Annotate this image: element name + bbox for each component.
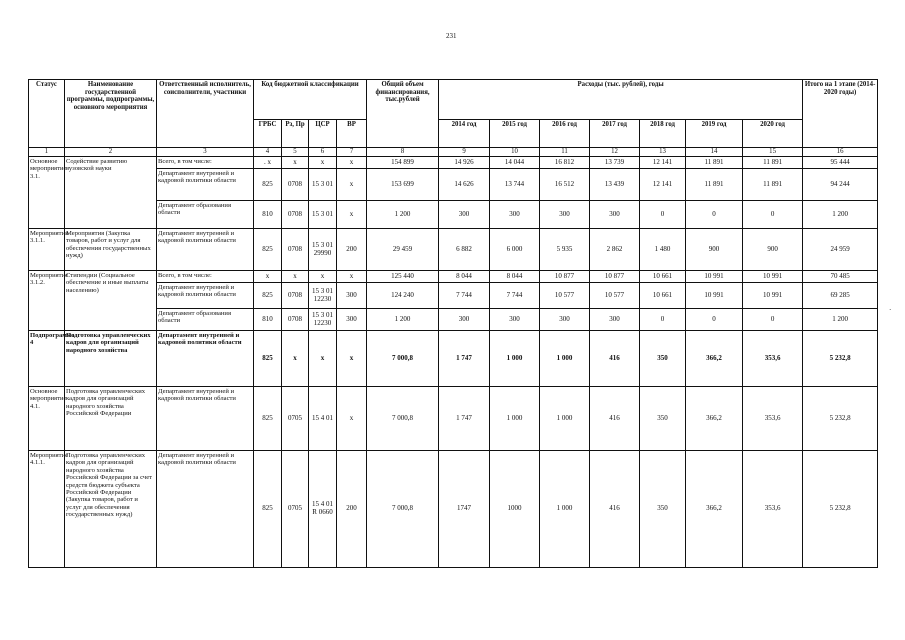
stage-total-cell: 24 959 (803, 229, 878, 271)
header-code-col: Рз, Пр (282, 120, 309, 148)
rzpr-cell: 0705 (282, 387, 309, 451)
year-cell: 16 812 (540, 157, 590, 169)
year-cell: 300 (490, 201, 540, 229)
executor-cell: Департамент внутренней и кадровой политики области (157, 229, 254, 271)
year-cell: 300 (540, 201, 590, 229)
stage-total-cell: 5 232,8 (803, 387, 878, 451)
year-cell: 14 926 (439, 157, 490, 169)
header-name: Наименование государственной программы, подпрограммы, основного мероприятия (65, 80, 157, 148)
year-cell: 900 (743, 229, 803, 271)
grbs-cell: 825 (254, 451, 282, 568)
year-cell: 0 (686, 309, 743, 331)
header-executor: Ответственный исполнитель, соисполнители, участники (157, 80, 254, 148)
header-year: 2017 год (590, 120, 640, 148)
executor-cell: Всего, в том числе: (157, 157, 254, 169)
page-number: 231 (446, 32, 457, 40)
year-cell: 1 000 (540, 387, 590, 451)
grbs-cell: 825 (254, 283, 282, 309)
year-cell: 1 480 (640, 229, 686, 271)
total-cell: 7 000,8 (367, 451, 439, 568)
csr-cell: 15 3 01 29990 (309, 229, 337, 271)
budget-table (28, 79, 878, 568)
year-cell: 14 626 (439, 169, 490, 201)
year-cell: 1 747 (439, 331, 490, 387)
column-number: 7 (337, 148, 367, 157)
year-cell: 10 991 (686, 271, 743, 283)
executor-cell: Департамент внутренней и кадровой политики области (157, 387, 254, 451)
year-cell: 300 (439, 309, 490, 331)
column-number: 5 (282, 148, 309, 157)
table-row (29, 387, 878, 451)
column-number: 14 (686, 148, 743, 157)
csr-cell: x (309, 331, 337, 387)
rzpr-cell: 0708 (282, 229, 309, 271)
table-row (29, 283, 878, 309)
rzpr-cell: x (282, 271, 309, 283)
column-number: 10 (490, 148, 540, 157)
rzpr-cell: x (282, 331, 309, 387)
csr-cell: 15 3 01 (309, 169, 337, 201)
year-cell: 10 577 (540, 283, 590, 309)
year-cell: 1 000 (540, 331, 590, 387)
header-year: 2015 год (490, 120, 540, 148)
column-number: 12 (590, 148, 640, 157)
year-cell: 0 (640, 201, 686, 229)
year-cell: 10 877 (540, 271, 590, 283)
name-cell: Подготовка управленческих кадров для организаций народного хозяйства Российской Федерации (65, 387, 157, 451)
column-number: 11 (540, 148, 590, 157)
year-cell: 10 661 (640, 283, 686, 309)
executor-cell: Департамент образования области (157, 201, 254, 229)
column-number: 6 (309, 148, 337, 157)
rzpr-cell: 0708 (282, 309, 309, 331)
year-cell: 416 (590, 387, 640, 451)
year-cell: 8 044 (439, 271, 490, 283)
grbs-cell: 810 (254, 201, 282, 229)
table-row (29, 201, 878, 229)
year-cell: 350 (640, 331, 686, 387)
year-cell: 16 512 (540, 169, 590, 201)
name-cell: Подготовка управленческих кадров для организаций народного хозяйства Российской Федерации за счет средств бюджета субъекта Российской Федерации (Закупка товаров, работ и услуг для обеспечения государственных нужд) (65, 451, 157, 568)
stage-total-cell: 5 232,8 (803, 331, 878, 387)
year-cell: 5 935 (540, 229, 590, 271)
table-row (29, 157, 878, 169)
rzpr-cell: x (282, 157, 309, 169)
stage-total-cell: 94 244 (803, 169, 878, 201)
stage-total-cell: 5 232,8 (803, 451, 878, 568)
header-budget-code: Код бюджетной классификации (254, 80, 367, 120)
status-cell: Основное мероприятие 3.1. (29, 157, 65, 229)
executor-cell: Департамент внутренней и кадровой политики области (157, 331, 254, 387)
total-cell: 125 440 (367, 271, 439, 283)
status-cell: Основное мероприятие 4.1. (29, 387, 65, 451)
year-cell: 0 (743, 309, 803, 331)
year-cell: 6 882 (439, 229, 490, 271)
year-cell: 366,2 (686, 387, 743, 451)
csr-cell: 15 3 01 12230 (309, 309, 337, 331)
rzpr-cell: 0708 (282, 169, 309, 201)
header-year: 2019 год (686, 120, 743, 148)
status-cell: Мероприятие 3.1.2. (29, 271, 65, 331)
executor-cell: Всего, в том числе: (157, 271, 254, 283)
year-cell: 1 747 (439, 387, 490, 451)
csr-cell: x (309, 157, 337, 169)
year-cell: 6 000 (490, 229, 540, 271)
vr-cell: x (337, 331, 367, 387)
year-cell: 10 991 (743, 283, 803, 309)
header-code-col: ГРБС (254, 120, 282, 148)
year-cell: 2 862 (590, 229, 640, 271)
year-cell: 11 891 (686, 157, 743, 169)
column-number: 4 (254, 148, 282, 157)
header-year: 2014 год (439, 120, 490, 148)
year-cell: 11 891 (686, 169, 743, 201)
year-cell: 300 (439, 201, 490, 229)
total-cell: 7 000,8 (367, 331, 439, 387)
grbs-cell: 825 (254, 169, 282, 201)
executor-cell: Департамент внутренней и кадровой политики области (157, 169, 254, 201)
year-cell: 13 739 (590, 157, 640, 169)
header-code-col: ЦСР (309, 120, 337, 148)
grbs-cell: 825 (254, 387, 282, 451)
stage-total-cell: 1 200 (803, 201, 878, 229)
year-cell: 8 044 (490, 271, 540, 283)
executor-cell: Департамент внутренней и кадровой политики области (157, 283, 254, 309)
year-cell: 10 661 (640, 271, 686, 283)
vr-cell: x (337, 387, 367, 451)
csr-cell: 15 4 01 R 0660 (309, 451, 337, 568)
year-cell: 0 (686, 201, 743, 229)
stage-total-cell: 95 444 (803, 157, 878, 169)
total-cell: 124 240 (367, 283, 439, 309)
csr-cell: 15 3 01 (309, 201, 337, 229)
stage-total-cell: 1 200 (803, 309, 878, 331)
year-cell: 1000 (490, 451, 540, 568)
total-cell: 29 459 (367, 229, 439, 271)
stage-total-cell: 70 485 (803, 271, 878, 283)
table-row (29, 169, 878, 201)
vr-cell: 300 (337, 283, 367, 309)
vr-cell: 300 (337, 309, 367, 331)
year-cell: 11 891 (743, 169, 803, 201)
csr-cell: x (309, 271, 337, 283)
status-cell: Подпрограмма 4 (29, 331, 65, 387)
vr-cell: x (337, 201, 367, 229)
year-cell: 13 439 (590, 169, 640, 201)
year-cell: 300 (540, 309, 590, 331)
executor-cell: Департамент образования области (157, 309, 254, 331)
header-code-col: ВР (337, 120, 367, 148)
header-year: 2020 год (743, 120, 803, 148)
table-row (29, 309, 878, 331)
column-number: 1 (29, 148, 65, 157)
grbs-cell: x (254, 271, 282, 283)
year-cell: 300 (590, 309, 640, 331)
name-cell: Подготовка управленческих кадров для организаций народного хозяйства (65, 331, 157, 387)
column-number: 15 (743, 148, 803, 157)
column-number: 13 (640, 148, 686, 157)
year-cell: 1 000 (490, 387, 540, 451)
year-cell: 416 (590, 331, 640, 387)
status-cell: Мероприятия 3.1.1. (29, 229, 65, 271)
total-cell: 7 000,8 (367, 387, 439, 451)
status-cell: Мероприятие 4.1.1. (29, 451, 65, 568)
year-cell: 1 000 (490, 331, 540, 387)
grbs-cell: . x (254, 157, 282, 169)
year-cell: 1 000 (540, 451, 590, 568)
column-number: 16 (803, 148, 878, 157)
name-cell: Стипендии (Социальное обеспечение и иные выплаты населению) (65, 271, 157, 331)
year-cell: 350 (640, 451, 686, 568)
year-cell: 10 877 (590, 271, 640, 283)
year-cell: 11 891 (743, 157, 803, 169)
header-status: Статус (29, 80, 65, 148)
year-cell: 366,2 (686, 451, 743, 568)
year-cell: 10 577 (590, 283, 640, 309)
year-cell: 13 744 (490, 169, 540, 201)
year-cell: 0 (743, 201, 803, 229)
vr-cell: x (337, 169, 367, 201)
year-cell: 366,2 (686, 331, 743, 387)
column-number: 8 (367, 148, 439, 157)
header-total-volume: Общий объем финансирования, тыс.рублей (367, 80, 439, 148)
year-cell: 12 141 (640, 169, 686, 201)
year-cell: 350 (640, 387, 686, 451)
grbs-cell: 810 (254, 309, 282, 331)
table-row (29, 271, 878, 283)
total-cell: 1 200 (367, 201, 439, 229)
header-stage-total: Итого на 1 этапе (2014-2020 годы) (803, 80, 878, 148)
year-cell: 0 (640, 309, 686, 331)
stage-total-cell: 69 285 (803, 283, 878, 309)
table-row (29, 451, 878, 568)
column-number-row (29, 148, 878, 157)
year-cell: 353,6 (743, 451, 803, 568)
grbs-cell: 825 (254, 331, 282, 387)
header-year: 2016 год (540, 120, 590, 148)
year-cell: 900 (686, 229, 743, 271)
grbs-cell: 825 (254, 229, 282, 271)
total-cell: 1 200 (367, 309, 439, 331)
rzpr-cell: 0708 (282, 201, 309, 229)
year-cell: 353,6 (743, 331, 803, 387)
vr-cell: 200 (337, 229, 367, 271)
year-cell: 300 (590, 201, 640, 229)
name-cell: Мероприятия (Закупка товаров, работ и услуг для обеспечения государственных нужд) (65, 229, 157, 271)
year-cell: 7 744 (439, 283, 490, 309)
table-body (29, 157, 878, 568)
year-cell: 12 141 (640, 157, 686, 169)
header-year: 2018 год (640, 120, 686, 148)
total-cell: 153 699 (367, 169, 439, 201)
vr-cell: x (337, 271, 367, 283)
year-cell: 14 044 (490, 157, 540, 169)
year-cell: 353,6 (743, 387, 803, 451)
year-cell: 300 (490, 309, 540, 331)
column-number: 2 (65, 148, 157, 157)
margin-mark: · (889, 306, 892, 314)
column-number: 9 (439, 148, 490, 157)
column-number: 3 (157, 148, 254, 157)
csr-cell: 15 3 01 12230 (309, 283, 337, 309)
csr-cell: 15 4 01 (309, 387, 337, 451)
rzpr-cell: 0705 (282, 451, 309, 568)
header-expenses: Расходы (тыс. рублей), годы (439, 80, 803, 120)
table-row (29, 331, 878, 387)
name-cell: Содействие развитию вузовской науки (65, 157, 157, 229)
total-cell: 154 899 (367, 157, 439, 169)
vr-cell: x (337, 157, 367, 169)
year-cell: 7 744 (490, 283, 540, 309)
year-cell: 10 991 (686, 283, 743, 309)
year-cell: 1747 (439, 451, 490, 568)
year-cell: 10 991 (743, 271, 803, 283)
year-cell: 416 (590, 451, 640, 568)
vr-cell: 200 (337, 451, 367, 568)
executor-cell: Департамент внутренней и кадровой политики области (157, 451, 254, 568)
table-row (29, 229, 878, 271)
rzpr-cell: 0708 (282, 283, 309, 309)
